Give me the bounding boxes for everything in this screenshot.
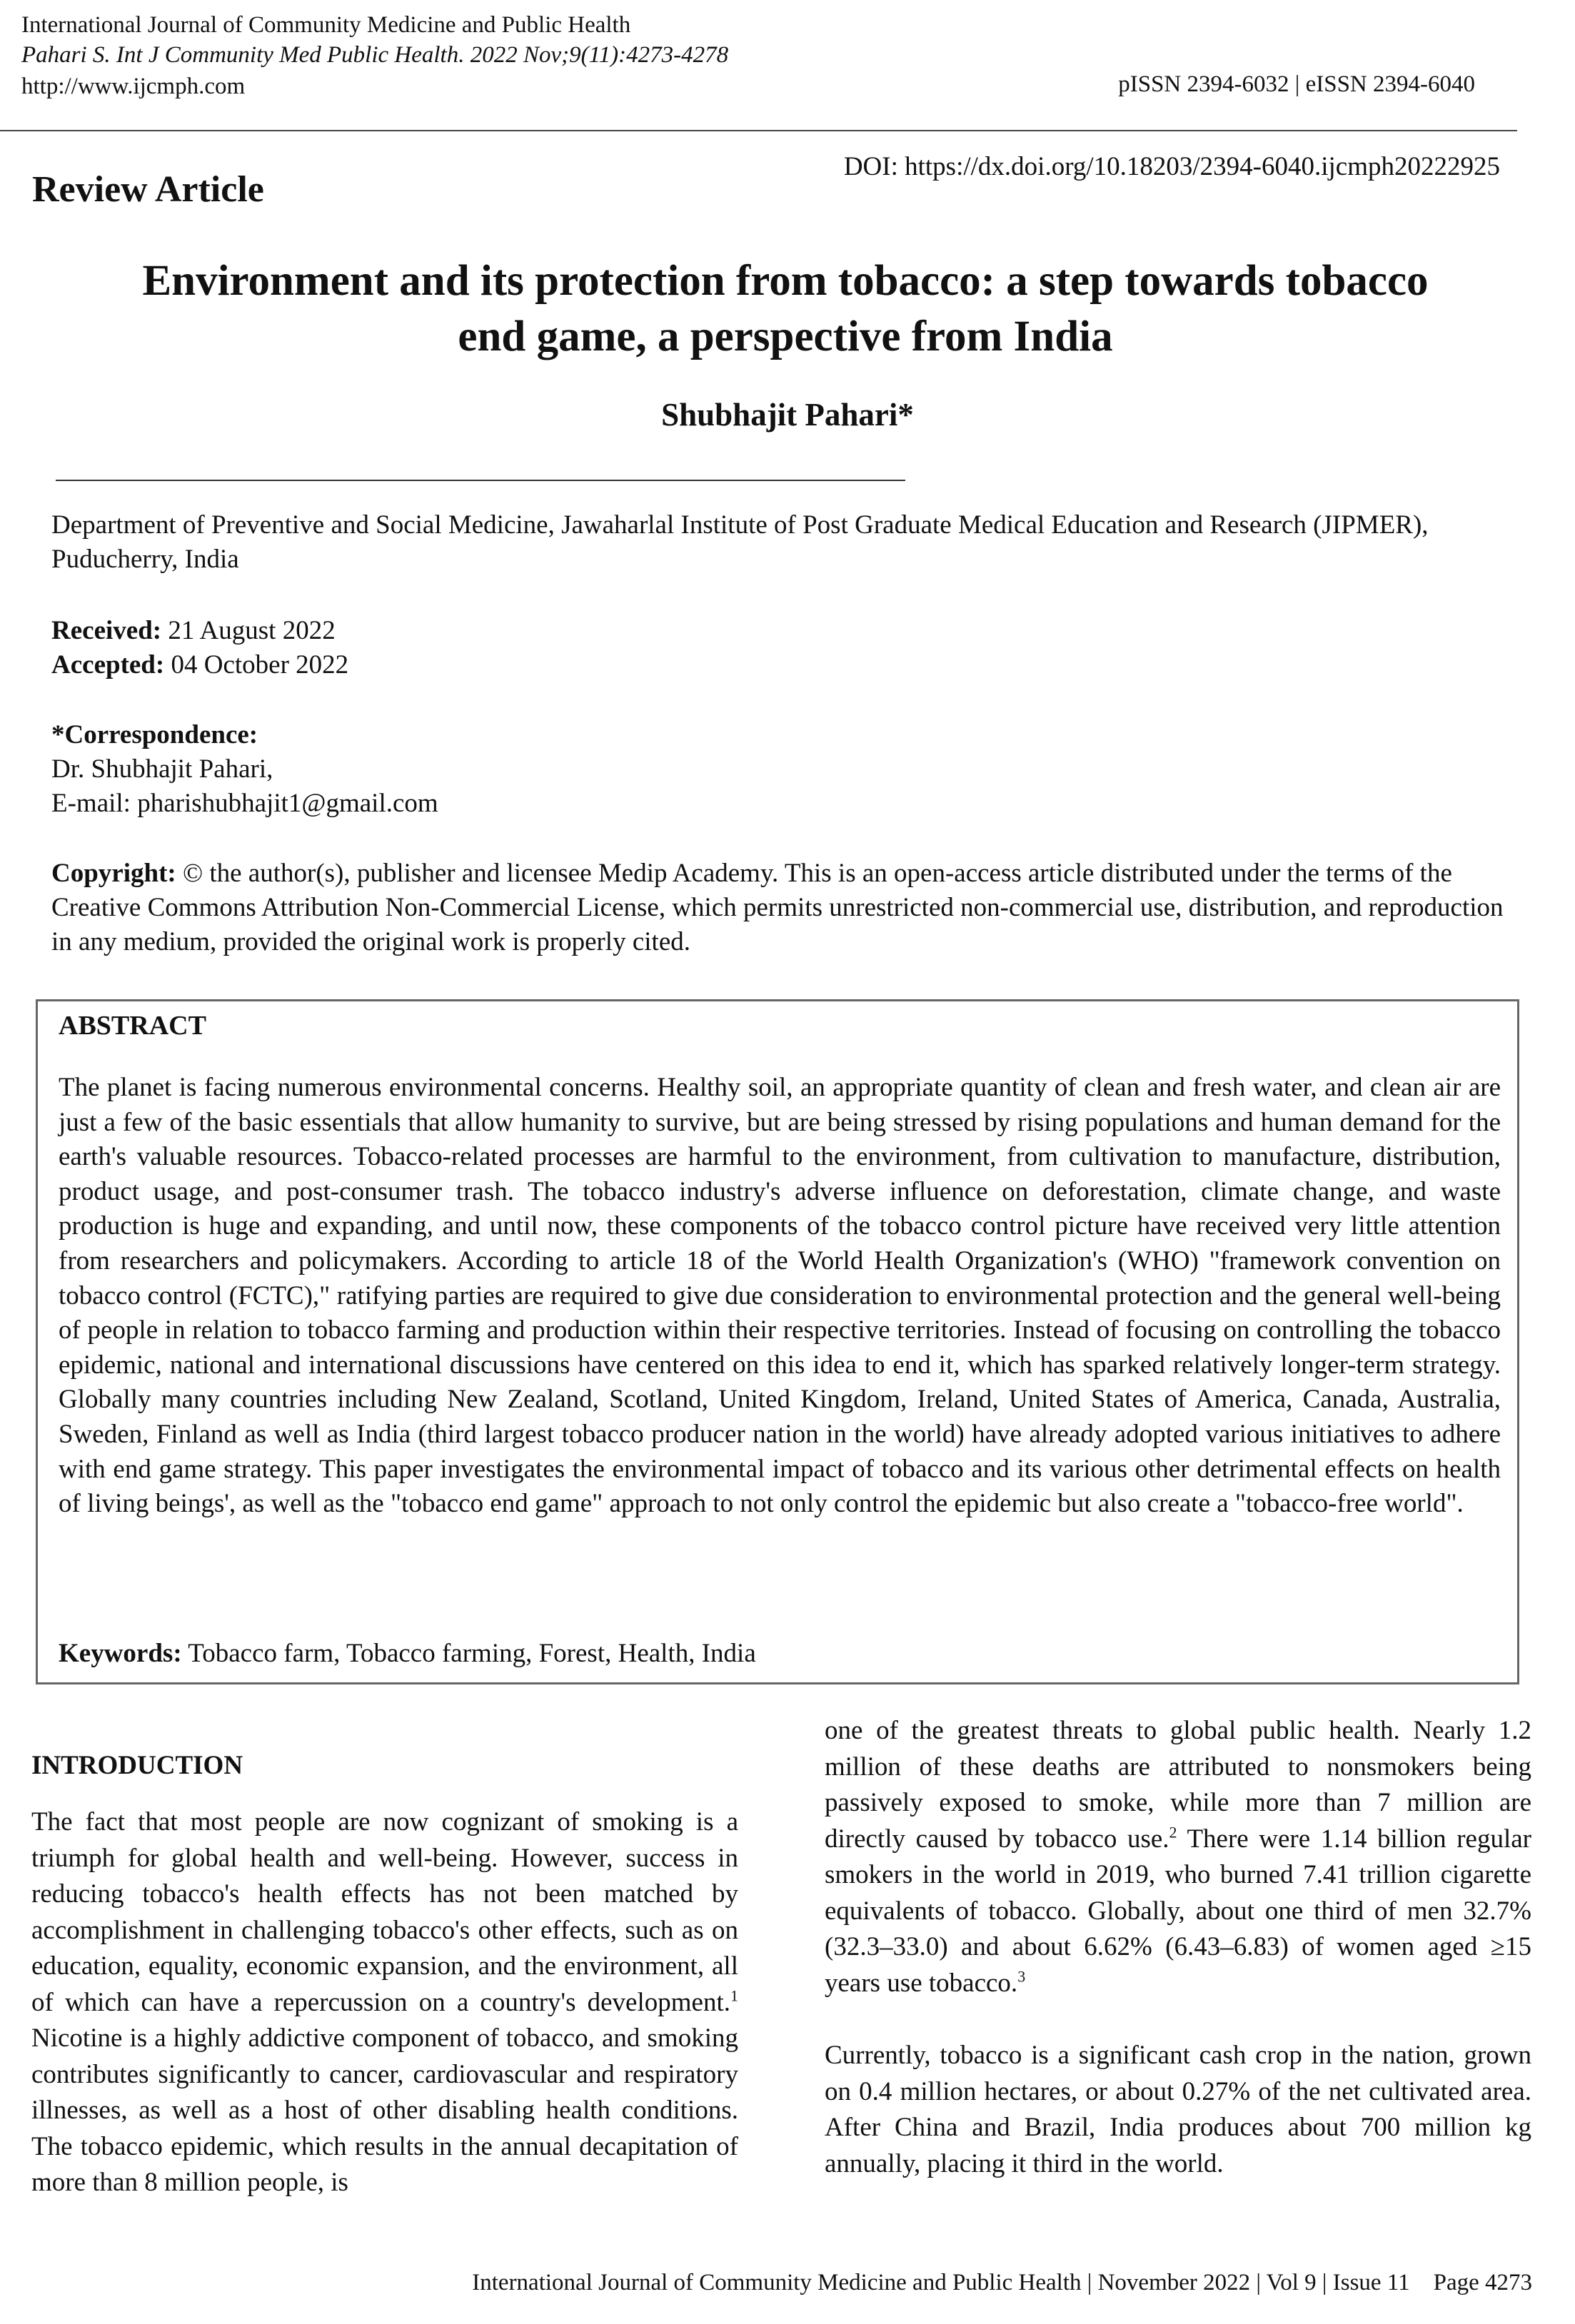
affiliation: Department of Preventive and Social Medicine, Jawaharlal Institute of Post Graduate Medical Education and Research (JIPMER), Puducherry, India <box>51 510 1429 574</box>
issn: pISSN 2394-6032 | eISSN 2394-6040 <box>1118 71 1475 97</box>
accepted-date <box>51 648 1522 682</box>
received-label: Received: <box>51 616 162 645</box>
citation: Pahari S. Int J Community Med Public Health. 2022 Nov;9(11):4273-4278 <box>21 42 729 68</box>
intro-right-paragraph-1: one of the greatest threats to global public health. Nearly 1.2 million of these deaths are attributed to nonsmokers being passively exposed to smoke, while more than 7 million are directly caused by tobacco use.$^2$ There were 1.14 billion regular smokers in the world in 2019, who burned 7.41 trillion cigarette equivalents of tobacco. Globally, about one third of men 32.7% (32.3–33.0) and about 6.62% (6.43–6.83) of women aged ≥15 years use tobacco.$^3$ <box>825 1716 1531 1998</box>
keywords-list: Tobacco farm, Tobacco farming, Forest, Health, India <box>181 1639 756 1668</box>
abstract-text: The planet is facing numerous environmental concerns. Healthy soil, an appropriate quantity of clean and fresh water, and clean air are just a few of the basic essentials that allow humanity to survive, but are being stressed by rising populations and human demand for the earth's valuable resources. Tobacco-related processes are harmful to the environment, from cultivation to manufacture, distribution, product usage, and post-consumer trash. The tobacco industry's adverse influence on deforestation, climate change, and waste production is huge and expanding, and until now, these components of the tobacco control picture have received very little attention from researchers and policymakers. According to article 18 of the World Health Organization's (WHO) "framework convention on tobacco control (FCTC)," ratifying parties are required to give due consideration to environmental protection and the general well-being of people in relation to tobacco farming and production within their respective territories. Instead of focusing on controlling the tobacco epidemic, national and international discussions have centered on this idea to end it, which has sparked relatively longer-term strategy. Globally many countries including New Zealand, Scotland, United Kingdom, Ireland, United States of America, Canada, Australia, Sweden, Finland as well as India (third largest tobacco producer nation in the world) have already adopted various initiatives to adhere with end game strategy. This paper investigates the environmental impact of tobacco and its various other detrimental effects on health of living beings', as well as the "tobacco end game" approach to not only control the epidemic but also create a "tobacco-free world". <box>59 1073 1501 1519</box>
correspondence-email[interactable]: E-mail: pharishubhajit1@gmail.com <box>51 789 438 818</box>
reference-2[interactable]: 2 <box>1169 1823 1177 1841</box>
title-line-2: end game, a perspective from India <box>458 313 1113 360</box>
accepted-label: Accepted: <box>51 650 165 679</box>
abstract-heading: ABSTRACT <box>59 1011 206 1041</box>
reference-1[interactable]: 1 <box>730 1986 738 2005</box>
copyright-label: Copyright: <box>51 859 176 888</box>
article-type: Review Article <box>32 169 264 210</box>
header-rule <box>0 130 1517 131</box>
correspondence-name: Dr. Shubhajit Pahari, <box>51 754 273 784</box>
title-line-1: Environment and its protection from tobacco: a step towards tobacco <box>142 257 1429 305</box>
keywords-label: Keywords: <box>59 1639 182 1668</box>
author-rule <box>56 480 905 481</box>
copyright-notice <box>51 857 1522 959</box>
page-title <box>43 253 1528 365</box>
intro-left-paragraph: The fact that most people are now cognizant of smoking is a triumph for global health and well-being. However, success in reducing tobacco's health effects has not been matched by accomplishment in challenging tobacco's other effects, such as on education, equality, economic expansion, and the environment, all of which can have a repercussion on a country's development.$^1$ Nicotine is a highly addictive component of tobacco, and smoking contributes significantly to cancer, cardiovascular and respiratory illnesses, as well as a host of other disabling health conditions. The tobacco epidemic, which results in the annual decapitation of more than 8 million people, is <box>31 1807 738 2197</box>
author: Shubhajit Pahari* <box>661 397 914 433</box>
page-footer: International Journal of Community Medicine and Public Health | November 2022 | Vol 9 | Issue 11 Page 4273 <box>472 2270 1532 2295</box>
correspondence-label: *Correspondence: <box>51 720 258 749</box>
received-date <box>51 614 1522 648</box>
copyright-text: © the author(s), publisher and licensee Medip Academy. This is an open-access article distributed under the terms of the Creative Commons Attribution Non-Commercial License, which permits unrestricted non-commercial use, distribution, and reproduction in any medium, provided the original work is properly cited. <box>51 859 1504 956</box>
journal-url[interactable]: http://www.ijcmph.com <box>21 74 246 99</box>
accepted-value: 04 October 2022 <box>164 650 349 679</box>
received-value: 21 August 2022 <box>161 616 336 645</box>
reference-3[interactable]: 3 <box>1017 1967 1026 1986</box>
introduction-heading: INTRODUCTION <box>31 1751 243 1780</box>
intro-right-paragraph-2: Currently, tobacco is a significant cash crop in the nation, grown on 0.4 million hectares, or about 0.27% of the net cultivated area. After China and Brazil, India produces about 700 million kg annually, placing it third in the world. <box>825 2041 1531 2178</box>
keywords <box>59 1638 756 1669</box>
journal-name: International Journal of Community Medicine and Public Health <box>21 12 631 38</box>
doi-link[interactable]: DOI: https://dx.doi.org/10.18203/2394-6040.ijcmph20222925 <box>843 152 1500 181</box>
